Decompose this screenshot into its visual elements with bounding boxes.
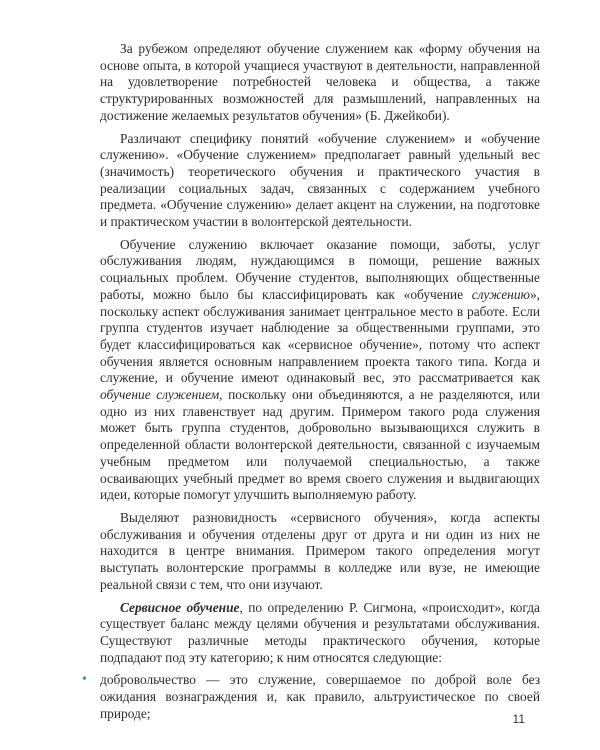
paragraph	[100, 510, 540, 594]
paragraph-text: , поскольку они объединяются, а не разделяются, или одно из них главенствует над другим. Примером такого рода служения может быть группа студентов, добровольно вызывающихся служить в определенной области волонтерской деятельности, связанной с изучаемым учебным предметом или получаемой специальностью, а также осваивающих учебный предмет во время своего служения и выдвигающих идеи, которые помогут улучшить выполняемую работу.	[100, 387, 540, 503]
paragraph-text: , по определению Р. Сигмона, «происходит», когда существует баланс между целями обучения и результатами обслуживания. Существуют различные методы практического обучения, которые подпадают под эту категорию; к ним относятся следующие:	[100, 599, 540, 665]
paragraph-text: Выделяют разновидность «сервисного обучения», когда аспекты обслуживания и обучения отделены друг от друга и ни один из них не находится в центре внимания. Примером такого определения могут выступать волонтерские программы в колледже или вузе, не имеющие реальной связи с тем, что они изучают.	[100, 509, 540, 592]
list-item	[82, 672, 540, 722]
bullet-dot-icon: •	[82, 672, 87, 688]
paragraph	[100, 237, 540, 504]
bullet-list	[82, 672, 540, 722]
paragraph-text: За рубежом определяют обучение служением как «форму обучения на основе опыта, в которой учащиеся участвуют в деятельности, направленной на удовлетворение потребностей человека и общества, а также структурированных возможностей для размышлений, направленных на достижение желаемых результатов обучения» (Б. Джейкоби).	[100, 41, 540, 123]
paragraph-text: Различают специфику понятий «обучение служением» и «обучение служению». «Обучение служением» предполагает равный удельный вес (значимость) теоретического обучения и практического участия в реализации социальных задач, связанных с содержанием учебного предмета. «Обучение служению» делает акцент на служении, на подготовке и практическом участии в волонтерской деятельности.	[100, 130, 540, 230]
paragraph	[100, 600, 540, 667]
page-number: 11	[512, 712, 525, 726]
list-item-text: добровольчество — это служение, совершаемое по доброй воле без ожидания вознаграждения и, как правило, альтруистическое по своей природе;	[100, 672, 540, 721]
paragraph-text: », поскольку аспект обслуживания занимает центральное место в работе. Если группа студентов изучает наблюдение за общественными группами, это будет классифицироваться как «сервисное обучение», потому что аспект обучения является основным направлением проекта такого типа. Когда и служение, и обучение имеют одинаковый вес, это рассматривается как	[100, 286, 540, 386]
paragraph-text: Обучение служению включает оказание помощи, заботы, услуг обслуживания людям, нуждающимся в помощи, решение важных социальных проблем. Обучение студентов, выполняющих общественные работы, можно было бы классифицировать как «обучение	[100, 236, 540, 302]
body-text	[100, 41, 540, 666]
paragraph	[100, 41, 540, 125]
paragraph	[100, 131, 540, 231]
emphasized-term: служению	[471, 286, 530, 302]
emphasized-term: Сервисное обучение	[120, 599, 240, 615]
emphasized-term: обучение служением	[100, 387, 220, 403]
